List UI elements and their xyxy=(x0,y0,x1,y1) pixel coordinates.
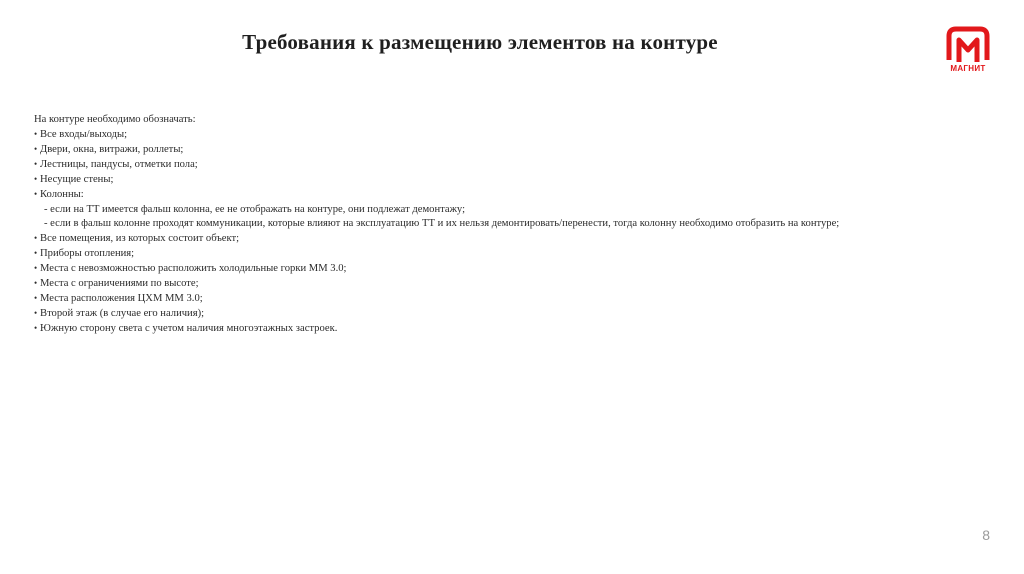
list-item-text: Несущие стены; xyxy=(40,174,114,186)
list-item xyxy=(34,276,974,291)
list-item xyxy=(34,321,974,336)
list-item-text: Приборы отопления; xyxy=(40,247,135,259)
list-item xyxy=(34,231,974,246)
sub-list-item: - если на ТТ имеется фальш колонна, ее не отображать на контуре, они подлежат демонтажу; xyxy=(44,203,466,215)
magnit-logo xyxy=(938,26,998,86)
intro-text: На контуре необходимо обозначать: xyxy=(34,114,196,125)
logo-text: МАГНИТ xyxy=(950,64,986,73)
list-item xyxy=(34,157,974,172)
list-item xyxy=(34,306,974,321)
sub-list-item: - если в фальш колонне проходят коммуникации, которые влияют на эксплуатацию ТТ и их нельзя демонтировать/перенести, тогда колонну необходимо отобразить на контуре; xyxy=(44,217,840,229)
list-item-text: Все помещения, из которых состоит объект; xyxy=(40,232,240,244)
list-item xyxy=(34,172,974,187)
list-item xyxy=(34,261,974,276)
list-item-text: Двери, окна, витражи, роллеты; xyxy=(40,144,184,156)
list-item xyxy=(34,187,974,202)
bullet-icon: • xyxy=(34,323,38,334)
page-title: Требования к размещению элементов на контуре xyxy=(242,30,718,54)
list-item xyxy=(34,142,974,157)
list-item-text: Южную сторону света с учетом наличия многоэтажных застроек. xyxy=(40,323,338,335)
list-item-text: Колонны: xyxy=(40,189,84,201)
list-item-text: Все входы/выходы; xyxy=(40,129,128,141)
list-item-text: Места с ограничениями по высоте; xyxy=(40,278,199,290)
page-number: 8 xyxy=(982,527,990,543)
list-item-text: Второй этаж (в случае его наличия); xyxy=(40,308,205,320)
list-item xyxy=(34,246,974,261)
bullet-icon: • xyxy=(34,232,38,243)
list-item-text: Лестницы, пандусы, отметки пола; xyxy=(40,159,198,171)
bullet-icon: • xyxy=(34,129,38,140)
magnit-logo-icon xyxy=(946,26,990,62)
bullet-icon: • xyxy=(34,159,38,170)
bullet-icon: • xyxy=(34,189,38,200)
bullet-icon: • xyxy=(34,278,38,289)
list-item-text: Места с невозможностью расположить холодильные горки ММ 3.0; xyxy=(40,262,347,274)
list-item xyxy=(34,291,974,306)
bullet-icon: • xyxy=(34,144,38,155)
list-item-text: Места расположения ЦХМ ММ 3.0; xyxy=(40,293,203,305)
list-item xyxy=(34,127,974,142)
bullet-icon: • xyxy=(34,308,38,319)
bullet-icon: • xyxy=(34,174,38,185)
bullet-icon: • xyxy=(34,247,38,258)
bullet-icon: • xyxy=(34,262,38,273)
requirements-list xyxy=(34,127,974,336)
bullet-icon: • xyxy=(34,293,38,304)
requirements-content xyxy=(34,113,974,336)
sub-list-container xyxy=(34,203,974,231)
columns-sub-list xyxy=(34,203,974,231)
